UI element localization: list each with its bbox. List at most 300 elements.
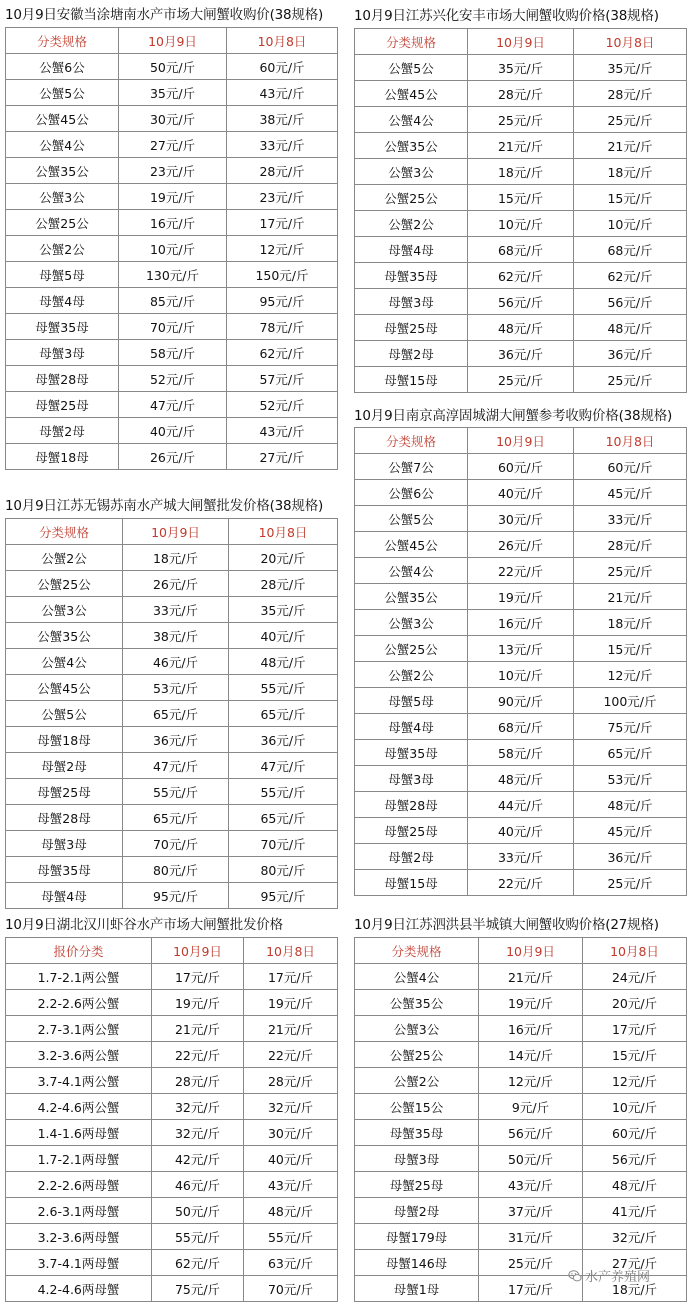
spec-cell: 公蟹25公 (355, 1042, 479, 1068)
price-cell: 40元/斤 (468, 480, 574, 506)
table-row (355, 1016, 687, 1042)
watermark-text: 水产养殖网 (585, 1270, 651, 1285)
spec-cell: 母蟹4母 (355, 237, 468, 263)
price-cell: 10元/斤 (574, 211, 687, 237)
table-row (6, 571, 338, 597)
spec-cell: 公蟹2公 (355, 1068, 479, 1094)
spec-cell: 公蟹45公 (6, 106, 119, 132)
price-cell: 15元/斤 (574, 185, 687, 211)
price-cell: 32元/斤 (583, 1224, 687, 1250)
column-header: 分类规格 (6, 519, 123, 545)
price-cell: 21元/斤 (244, 1016, 338, 1042)
price-cell: 63元/斤 (244, 1250, 338, 1276)
price-cell: 37元/斤 (479, 1198, 583, 1224)
price-cell: 17元/斤 (479, 1276, 583, 1302)
column-header: 10月9日 (479, 938, 583, 964)
table-row (355, 740, 687, 766)
table-row (6, 805, 338, 831)
spec-cell: 公蟹4公 (6, 132, 119, 158)
column-header: 10月9日 (468, 29, 574, 55)
price-cell: 12元/斤 (574, 662, 687, 688)
price-cell: 60元/斤 (574, 454, 687, 480)
table-row (6, 990, 338, 1016)
price-cell: 14元/斤 (479, 1042, 583, 1068)
price-cell: 20元/斤 (229, 545, 338, 571)
spec-cell: 母蟹25母 (355, 818, 468, 844)
price-cell: 53元/斤 (574, 766, 687, 792)
spec-cell: 母蟹2母 (6, 418, 119, 444)
price-cell: 70元/斤 (123, 831, 229, 857)
price-cell: 19元/斤 (244, 990, 338, 1016)
price-cell: 23元/斤 (119, 158, 227, 184)
spec-cell: 公蟹5公 (355, 55, 468, 81)
price-cell: 15元/斤 (574, 636, 687, 662)
spec-cell: 3.2-3.6两公蟹 (6, 1042, 152, 1068)
table-row (6, 675, 338, 701)
table-block-gucheng (354, 405, 686, 896)
spec-cell: 公蟹2公 (355, 211, 468, 237)
price-cell: 48元/斤 (574, 792, 687, 818)
table-row (6, 366, 338, 392)
table-row (6, 1068, 338, 1094)
table-row (355, 1120, 687, 1146)
price-cell: 23元/斤 (227, 184, 338, 210)
price-cell: 53元/斤 (123, 675, 229, 701)
spec-cell: 母蟹28母 (355, 792, 468, 818)
price-table (5, 518, 338, 909)
table-row (355, 81, 687, 107)
column-header: 分类规格 (6, 28, 119, 54)
price-cell: 85元/斤 (119, 288, 227, 314)
spec-cell: 公蟹5公 (355, 506, 468, 532)
table-title: 10月9日江苏无锡苏南水产城大闸蟹批发价格(38规格) (5, 498, 324, 514)
table-row (355, 480, 687, 506)
spec-cell: 4.2-4.6两公蟹 (6, 1094, 152, 1120)
price-cell: 26元/斤 (119, 444, 227, 470)
price-cell: 16元/斤 (119, 210, 227, 236)
price-cell: 65元/斤 (229, 701, 338, 727)
table-row (355, 506, 687, 532)
price-cell: 46元/斤 (152, 1172, 244, 1198)
table-row (355, 558, 687, 584)
table-header-row (6, 28, 338, 54)
table-row (6, 1172, 338, 1198)
price-cell: 62元/斤 (227, 340, 338, 366)
price-cell: 95元/斤 (229, 883, 338, 909)
price-cell: 33元/斤 (468, 844, 574, 870)
spec-cell: 公蟹25公 (6, 210, 119, 236)
price-table (354, 427, 687, 896)
price-cell: 28元/斤 (244, 1068, 338, 1094)
table-title: 10月9日安徽当涂塘南水产市场大闸蟹收购价(38规格) (5, 7, 324, 23)
price-cell: 90元/斤 (468, 688, 574, 714)
spec-cell: 公蟹4公 (355, 107, 468, 133)
price-cell: 100元/斤 (574, 688, 687, 714)
table-header-row (355, 938, 687, 964)
spec-cell: 母蟹5母 (6, 262, 119, 288)
column-header: 分类规格 (355, 29, 468, 55)
price-cell: 62元/斤 (574, 263, 687, 289)
spec-cell: 公蟹2公 (355, 662, 468, 688)
table-row (355, 610, 687, 636)
price-cell: 25元/斤 (468, 367, 574, 393)
table-row (6, 106, 338, 132)
table-row (6, 80, 338, 106)
price-cell: 55元/斤 (123, 779, 229, 805)
price-cell: 35元/斤 (119, 80, 227, 106)
table-row (6, 132, 338, 158)
spec-cell: 母蟹35母 (355, 263, 468, 289)
price-table (354, 937, 687, 1302)
spec-cell: 公蟹2公 (6, 236, 119, 262)
table-header-row (6, 938, 338, 964)
price-cell: 56元/斤 (479, 1120, 583, 1146)
spec-cell: 公蟹25公 (6, 571, 123, 597)
spec-cell: 公蟹7公 (355, 454, 468, 480)
table-row (355, 133, 687, 159)
column-header: 分类规格 (355, 938, 479, 964)
price-cell: 20元/斤 (583, 990, 687, 1016)
table-row (355, 107, 687, 133)
table-row (6, 883, 338, 909)
price-cell: 60元/斤 (468, 454, 574, 480)
price-cell: 33元/斤 (574, 506, 687, 532)
price-table (354, 28, 687, 393)
column-header: 10月8日 (244, 938, 338, 964)
spec-cell: 母蟹2母 (6, 753, 123, 779)
spec-cell: 公蟹5公 (6, 701, 123, 727)
spec-cell: 母蟹3母 (355, 1146, 479, 1172)
column-header: 10月9日 (123, 519, 229, 545)
price-cell: 15元/斤 (468, 185, 574, 211)
price-cell: 21元/斤 (574, 133, 687, 159)
table-row (355, 792, 687, 818)
table-header-row (355, 428, 687, 454)
price-cell: 68元/斤 (574, 237, 687, 263)
price-cell: 35元/斤 (468, 55, 574, 81)
price-cell: 65元/斤 (229, 805, 338, 831)
price-cell: 38元/斤 (227, 106, 338, 132)
price-cell: 44元/斤 (468, 792, 574, 818)
price-cell: 21元/斤 (574, 584, 687, 610)
price-cell: 22元/斤 (468, 558, 574, 584)
price-cell: 150元/斤 (227, 262, 338, 288)
table-row (6, 857, 338, 883)
spec-cell: 公蟹35公 (6, 158, 119, 184)
spec-cell: 4.2-4.6两母蟹 (6, 1276, 152, 1302)
table-row (355, 367, 687, 393)
price-cell: 12元/斤 (227, 236, 338, 262)
price-cell: 58元/斤 (119, 340, 227, 366)
table-title: 10月9日江苏泗洪县半城镇大闸蟹收购价格(27规格) (354, 917, 659, 933)
spec-cell: 母蟹2母 (355, 1198, 479, 1224)
price-cell: 17元/斤 (152, 964, 244, 990)
table-row (6, 597, 338, 623)
price-cell: 46元/斤 (123, 649, 229, 675)
column-header: 10月8日 (574, 29, 687, 55)
spec-cell: 2.6-3.1两母蟹 (6, 1198, 152, 1224)
price-cell: 18元/斤 (468, 159, 574, 185)
price-cell: 56元/斤 (583, 1146, 687, 1172)
spec-cell: 母蟹25母 (355, 315, 468, 341)
table-row (355, 263, 687, 289)
price-cell: 48元/斤 (468, 766, 574, 792)
table-row (6, 1016, 338, 1042)
price-cell: 19元/斤 (479, 990, 583, 1016)
column-header: 10月8日 (583, 938, 687, 964)
price-cell: 50元/斤 (479, 1146, 583, 1172)
price-cell: 48元/斤 (468, 315, 574, 341)
price-cell: 43元/斤 (244, 1172, 338, 1198)
table-row (355, 766, 687, 792)
price-cell: 31元/斤 (479, 1224, 583, 1250)
price-cell: 75元/斤 (574, 714, 687, 740)
price-cell: 55元/斤 (152, 1224, 244, 1250)
spec-cell: 母蟹1母 (355, 1276, 479, 1302)
price-cell: 36元/斤 (468, 341, 574, 367)
table-row (6, 158, 338, 184)
table-row (355, 185, 687, 211)
table-row (355, 237, 687, 263)
price-cell: 42元/斤 (152, 1146, 244, 1172)
price-cell: 41元/斤 (583, 1198, 687, 1224)
table-row (6, 210, 338, 236)
spec-cell: 公蟹3公 (355, 610, 468, 636)
table-row (6, 701, 338, 727)
price-cell: 55元/斤 (229, 779, 338, 805)
price-cell: 40元/斤 (468, 818, 574, 844)
price-cell: 35元/斤 (574, 55, 687, 81)
table-row (6, 1120, 338, 1146)
price-cell: 18元/斤 (123, 545, 229, 571)
price-cell: 95元/斤 (123, 883, 229, 909)
price-cell: 24元/斤 (583, 964, 687, 990)
price-cell: 22元/斤 (152, 1042, 244, 1068)
spec-cell: 公蟹5公 (6, 80, 119, 106)
price-cell: 48元/斤 (229, 649, 338, 675)
spec-cell: 公蟹45公 (355, 81, 468, 107)
table-row (6, 545, 338, 571)
table-row (6, 314, 338, 340)
price-table (5, 27, 338, 470)
table-row (355, 636, 687, 662)
price-cell: 26元/斤 (123, 571, 229, 597)
price-cell: 38元/斤 (123, 623, 229, 649)
table-row (6, 444, 338, 470)
price-cell: 80元/斤 (123, 857, 229, 883)
price-cell: 70元/斤 (229, 831, 338, 857)
price-cell: 65元/斤 (574, 740, 687, 766)
price-cell: 27元/斤 (583, 1250, 687, 1276)
price-cell: 13元/斤 (468, 636, 574, 662)
table-row (355, 1068, 687, 1094)
spec-cell: 母蟹2母 (355, 341, 468, 367)
table-header-row (355, 29, 687, 55)
price-cell: 62元/斤 (152, 1250, 244, 1276)
spec-cell: 母蟹25母 (355, 1172, 479, 1198)
table-row (355, 315, 687, 341)
spec-cell: 母蟹4母 (6, 883, 123, 909)
price-cell: 25元/斤 (574, 558, 687, 584)
table-row (355, 688, 687, 714)
price-cell: 19元/斤 (468, 584, 574, 610)
table-row (355, 1172, 687, 1198)
price-cell: 28元/斤 (574, 81, 687, 107)
table-row (6, 340, 338, 366)
spec-cell: 公蟹3公 (6, 597, 123, 623)
price-cell: 32元/斤 (152, 1120, 244, 1146)
table-row (6, 184, 338, 210)
table-row (355, 584, 687, 610)
spec-cell: 公蟹25公 (355, 185, 468, 211)
table-row (6, 779, 338, 805)
price-cell: 47元/斤 (119, 392, 227, 418)
price-cell: 30元/斤 (468, 506, 574, 532)
price-cell: 130元/斤 (119, 262, 227, 288)
price-cell: 12元/斤 (583, 1068, 687, 1094)
spec-cell: 母蟹3母 (355, 766, 468, 792)
price-cell: 18元/斤 (583, 1276, 687, 1302)
table-row (6, 288, 338, 314)
spec-cell: 母蟹179母 (355, 1224, 479, 1250)
table-row (6, 262, 338, 288)
price-cell: 43元/斤 (479, 1172, 583, 1198)
price-cell: 15元/斤 (583, 1042, 687, 1068)
spec-cell: 母蟹35母 (355, 740, 468, 766)
table-row (355, 1198, 687, 1224)
table-row (355, 990, 687, 1016)
table-row (6, 392, 338, 418)
table-row (355, 454, 687, 480)
wechat-icon (568, 1269, 582, 1283)
table-block-anfeng (354, 4, 686, 393)
table-row (6, 753, 338, 779)
price-cell: 40元/斤 (229, 623, 338, 649)
spec-cell: 母蟹35母 (6, 314, 119, 340)
price-cell: 70元/斤 (244, 1276, 338, 1302)
spec-cell: 公蟹15公 (355, 1094, 479, 1120)
price-cell: 19元/斤 (119, 184, 227, 210)
price-cell: 50元/斤 (119, 54, 227, 80)
spec-cell: 公蟹35公 (6, 623, 123, 649)
price-cell: 33元/斤 (123, 597, 229, 623)
column-header: 10月8日 (229, 519, 338, 545)
spec-cell: 公蟹3公 (355, 159, 468, 185)
price-cell: 68元/斤 (468, 237, 574, 263)
table-block-sihong (354, 913, 686, 1302)
spec-cell: 公蟹35公 (355, 133, 468, 159)
price-cell: 45元/斤 (574, 818, 687, 844)
column-header: 分类规格 (355, 428, 468, 454)
column-header: 10月8日 (574, 428, 687, 454)
spec-cell: 3.7-4.1两公蟹 (6, 1068, 152, 1094)
spec-cell: 2.7-3.1两公蟹 (6, 1016, 152, 1042)
price-cell: 47元/斤 (123, 753, 229, 779)
price-cell: 60元/斤 (583, 1120, 687, 1146)
table-row (355, 870, 687, 896)
table-row (355, 159, 687, 185)
table-row (6, 54, 338, 80)
spec-cell: 母蟹35母 (6, 857, 123, 883)
table-row (6, 649, 338, 675)
price-cell: 56元/斤 (468, 289, 574, 315)
table-row (6, 831, 338, 857)
spec-cell: 母蟹3母 (6, 340, 119, 366)
watermark (568, 1266, 650, 1285)
price-cell: 28元/斤 (574, 532, 687, 558)
price-cell: 43元/斤 (227, 418, 338, 444)
column-header: 10月9日 (119, 28, 227, 54)
price-cell: 19元/斤 (152, 990, 244, 1016)
price-cell: 10元/斤 (583, 1094, 687, 1120)
price-cell: 68元/斤 (468, 714, 574, 740)
price-cell: 52元/斤 (119, 366, 227, 392)
price-cell: 28元/斤 (229, 571, 338, 597)
table-row (355, 844, 687, 870)
table-row (355, 818, 687, 844)
price-cell: 25元/斤 (574, 367, 687, 393)
price-cell: 27元/斤 (119, 132, 227, 158)
spec-cell: 1.4-1.6两母蟹 (6, 1120, 152, 1146)
price-cell: 25元/斤 (574, 870, 687, 896)
spec-cell: 母蟹3母 (6, 831, 123, 857)
price-cell: 40元/斤 (244, 1146, 338, 1172)
table-row (6, 418, 338, 444)
price-cell: 78元/斤 (227, 314, 338, 340)
price-cell: 48元/斤 (574, 315, 687, 341)
price-cell: 17元/斤 (583, 1016, 687, 1042)
price-cell: 16元/斤 (479, 1016, 583, 1042)
price-cell: 55元/斤 (229, 675, 338, 701)
table-row (355, 1094, 687, 1120)
spec-cell: 公蟹4公 (6, 649, 123, 675)
spec-cell: 母蟹18母 (6, 444, 119, 470)
table-row (355, 1146, 687, 1172)
spec-cell: 母蟹28母 (6, 366, 119, 392)
price-cell: 65元/斤 (123, 805, 229, 831)
table-title: 10月9日湖北汉川虾谷水产市场大闸蟹批发价格 (5, 917, 283, 933)
table-row (355, 289, 687, 315)
price-cell: 40元/斤 (119, 418, 227, 444)
price-cell: 36元/斤 (574, 341, 687, 367)
table-title: 10月9日南京高淳固城湖大闸蟹参考收购价格(38规格) (354, 408, 673, 424)
price-cell: 43元/斤 (227, 80, 338, 106)
price-cell: 22元/斤 (244, 1042, 338, 1068)
spec-cell: 3.7-4.1两母蟹 (6, 1250, 152, 1276)
spec-cell: 母蟹4母 (6, 288, 119, 314)
price-cell: 52元/斤 (227, 392, 338, 418)
table-block-sunan (5, 495, 337, 909)
table-header-row (6, 519, 338, 545)
price-cell: 30元/斤 (244, 1120, 338, 1146)
spec-cell: 母蟹25母 (6, 779, 123, 805)
price-cell: 95元/斤 (227, 288, 338, 314)
spec-cell: 公蟹2公 (6, 545, 123, 571)
spec-cell: 公蟹3公 (355, 1016, 479, 1042)
price-cell: 9元/斤 (479, 1094, 583, 1120)
price-cell: 21元/斤 (468, 133, 574, 159)
price-cell: 30元/斤 (119, 106, 227, 132)
table-title: 10月9日江苏兴化安丰市场大闸蟹收购价格(38规格) (354, 8, 659, 24)
spec-cell: 母蟹35母 (355, 1120, 479, 1146)
price-cell: 45元/斤 (574, 480, 687, 506)
spec-cell: 公蟹6公 (6, 54, 119, 80)
price-cell: 22元/斤 (468, 870, 574, 896)
spec-cell: 公蟹45公 (6, 675, 123, 701)
spec-cell: 母蟹5母 (355, 688, 468, 714)
price-cell: 32元/斤 (244, 1094, 338, 1120)
table-row (355, 211, 687, 237)
